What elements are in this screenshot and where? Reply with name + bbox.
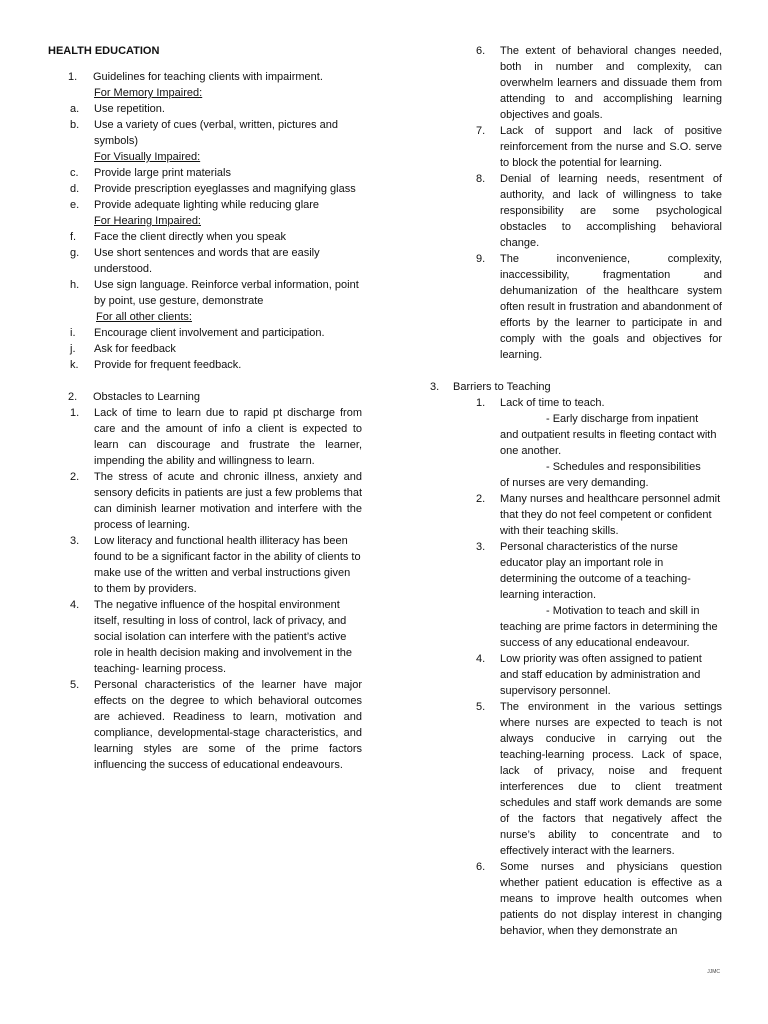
list-item: 3. Personal characteristics of the nurse educator play an important role in determining the outcome of a teaching-learning interaction. (476, 541, 691, 601)
list-item: a. Use repetition. (70, 103, 165, 115)
list-item: f. Face the client directly when you speak (70, 231, 286, 243)
section-barriers (398, 379, 722, 395)
right-column (398, 43, 722, 939)
page-title: HEALTH EDUCATION (48, 45, 160, 57)
list-item: c. Provide large print materials (70, 167, 231, 179)
footer-initials: JJMC (707, 969, 720, 975)
list-item: 6. Some nurses and physicians question whether patient education is effective as a means to improve health outcomes when patients do not display interest in changing behavior, when they demonstrate an (476, 861, 722, 937)
sub-point-cont: of nurses are very demanding. (500, 477, 649, 489)
sub-point: - Early discharge from inpatient (546, 413, 699, 425)
section-number: 3. (430, 381, 440, 393)
sub-point: - Schedules and responsibilities (546, 461, 701, 473)
list-item: 5. The environment in the various settings where nurses are expected to teach is not always conducive in carrying out the teaching-learning process. Lack of space, lack of privacy, noise and frequent interferences due to client treatment schedules and staff work demands are some of the factors that negatively affect the nurse’s ability to concentrate and to effectively interact with the learners. (476, 701, 722, 857)
list-item: b. Use a variety of cues (verbal, written, pictures and symbols) (70, 119, 338, 147)
list-item: h. Use sign language. Reinforce verbal information, point by point, use gesture, demonstrate (70, 279, 359, 307)
list-item: 9. The inconvenience, complexity, inaccessibility, fragmentation and dehumanization of the healthcare system often result in frustration and abandonment of efforts by the learner to participate in and comply with the goals and objectives for learning. (476, 253, 722, 361)
group-label-hearing: For Hearing Impaired: (94, 215, 201, 227)
group-label-visual: For Visually Impaired: (94, 151, 201, 163)
sub-point-cont: and outpatient results in fleeting contact with one another. (500, 429, 717, 457)
group-label-other: For all other clients: (96, 311, 192, 323)
list-item: 2. The stress of acute and chronic illness, anxiety and sensory deficits in patients are just a few problems that can diminish learner motivation and interfere with the process of learning. (70, 471, 362, 531)
section-guidelines (48, 69, 362, 85)
list-item: g. Use short sentences and words that are easily understood. (70, 247, 320, 275)
section-heading: Obstacles to Learning (93, 391, 201, 403)
sub-point: - Motivation to teach and skill in (546, 605, 700, 617)
list-item: 4. Low priority was often assigned to patient and staff education by administration and supervisory personnel. (476, 653, 702, 697)
list-item: 5. Personal characteristics of the learner have major effects on the degree to which behavioral outcomes are achieved. Readiness to learn, motivation and compliance, developmental-stage characteristics, and learning styles are some of the prime factors influencing the success of educational endeavours. (70, 679, 362, 771)
section-obstacles (48, 389, 362, 405)
list-item: 2. Many nurses and healthcare personnel admit that they do not feel competent or confident with their teaching skills. (476, 493, 721, 537)
section-heading: Guidelines for teaching clients with impairment. (93, 71, 323, 83)
section-heading: Barriers to Teaching (453, 381, 551, 393)
sub-point-cont: teaching are prime factors in determining the success of any educational endeavour. (500, 621, 718, 649)
list-item: i. Encourage client involvement and participation. (70, 327, 325, 339)
list-item: d. Provide prescription eyeglasses and magnifying glass (70, 183, 356, 195)
list-item: 6. The extent of behavioral changes needed, both in number and complexity, can overwhelm learners and dissuade them from attending to and accomplishing learning objectives and goals. (476, 45, 722, 121)
list-item: 4. The negative influence of the hospital environment itself, resulting in loss of control, lack of privacy, and social isolation can interfere with the patient’s active role in health decision making and involvement in the teaching- learning process. (70, 599, 353, 675)
list-item: 7. Lack of support and lack of positive reinforcement from the nurse and S.O. serve to block the potential for learning. (476, 125, 722, 169)
left-column (48, 43, 362, 773)
list-item: e. Provide adequate lighting while reducing glare (70, 199, 320, 211)
list-item: j. Ask for feedback (70, 343, 176, 355)
list-item: 1. Lack of time to learn due to rapid pt discharge from care and the amount of info a client is expected to learn can discourage and frustrate the learner, impending the ability and willingness to learn. (70, 407, 362, 467)
section-number: 2. (68, 391, 78, 403)
group-label-memory: For Memory Impaired: (94, 87, 203, 99)
list-item: 1. Lack of time to teach. (476, 397, 605, 409)
section-number: 1. (68, 71, 78, 83)
list-item: k. Provide for frequent feedback. (70, 359, 242, 371)
list-item: 8. Denial of learning needs, resentment of authority, and lack of willingness to take responsibility are some psychological obstacles to accomplishing behavioral change. (476, 173, 722, 249)
list-item: 3. Low literacy and functional health illiteracy has been found to be a significant factor in the ability of clients to make use of the written and verbal instructions given to them by providers. (70, 535, 361, 595)
